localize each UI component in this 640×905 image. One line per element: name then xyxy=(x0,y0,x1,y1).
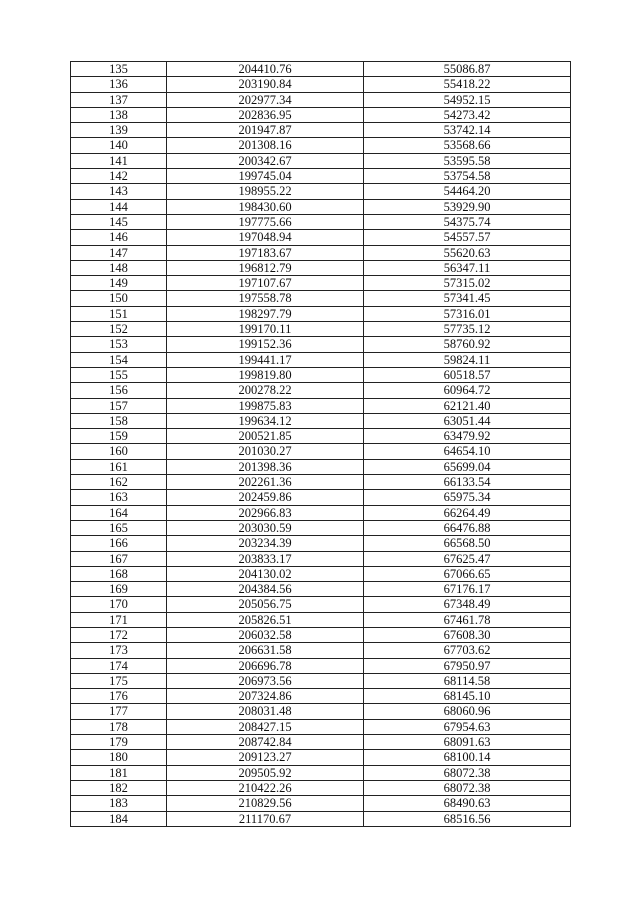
table-row xyxy=(71,398,571,413)
point-number-cell: 147 xyxy=(71,245,167,260)
y-coordinate-cell: 60518.57 xyxy=(364,367,571,382)
table-body xyxy=(71,62,571,827)
y-coordinate-cell: 56347.11 xyxy=(364,260,571,275)
y-coordinate-cell: 62121.40 xyxy=(364,398,571,413)
y-coordinate-cell: 53742.14 xyxy=(364,123,571,138)
point-number-cell: 135 xyxy=(71,62,167,77)
table-row xyxy=(71,735,571,750)
y-coordinate-cell: 54273.42 xyxy=(364,107,571,122)
point-number-cell: 152 xyxy=(71,322,167,337)
table-row xyxy=(71,551,571,566)
y-coordinate-cell: 54375.74 xyxy=(364,214,571,229)
table-row xyxy=(71,627,571,642)
table-row xyxy=(71,658,571,673)
point-number-cell: 149 xyxy=(71,276,167,291)
table-row xyxy=(71,245,571,260)
x-coordinate-cell: 202261.36 xyxy=(167,475,364,490)
x-coordinate-cell: 209123.27 xyxy=(167,750,364,765)
point-number-cell: 176 xyxy=(71,689,167,704)
point-number-cell: 136 xyxy=(71,77,167,92)
x-coordinate-cell: 201030.27 xyxy=(167,444,364,459)
y-coordinate-cell: 59824.11 xyxy=(364,352,571,367)
y-coordinate-cell: 53754.58 xyxy=(364,169,571,184)
y-coordinate-cell: 67954.63 xyxy=(364,719,571,734)
table-row xyxy=(71,673,571,688)
point-number-cell: 159 xyxy=(71,429,167,444)
x-coordinate-cell: 211170.67 xyxy=(167,811,364,826)
point-number-cell: 178 xyxy=(71,719,167,734)
x-coordinate-cell: 198430.60 xyxy=(167,199,364,214)
y-coordinate-cell: 58760.92 xyxy=(364,337,571,352)
point-number-cell: 162 xyxy=(71,475,167,490)
y-coordinate-cell: 57735.12 xyxy=(364,322,571,337)
point-number-cell: 148 xyxy=(71,260,167,275)
table-row xyxy=(71,566,571,581)
table-row xyxy=(71,153,571,168)
table-row xyxy=(71,490,571,505)
point-number-cell: 166 xyxy=(71,536,167,551)
x-coordinate-cell: 200521.85 xyxy=(167,429,364,444)
y-coordinate-cell: 66264.49 xyxy=(364,505,571,520)
point-number-cell: 171 xyxy=(71,612,167,627)
point-number-cell: 145 xyxy=(71,214,167,229)
y-coordinate-cell: 54464.20 xyxy=(364,184,571,199)
y-coordinate-cell: 63051.44 xyxy=(364,413,571,428)
y-coordinate-cell: 55418.22 xyxy=(364,77,571,92)
point-number-cell: 164 xyxy=(71,505,167,520)
x-coordinate-cell: 210829.56 xyxy=(167,796,364,811)
point-number-cell: 168 xyxy=(71,566,167,581)
point-number-cell: 170 xyxy=(71,597,167,612)
x-coordinate-cell: 201308.16 xyxy=(167,138,364,153)
point-number-cell: 141 xyxy=(71,153,167,168)
x-coordinate-cell: 202966.83 xyxy=(167,505,364,520)
table-row xyxy=(71,383,571,398)
x-coordinate-cell: 197107.67 xyxy=(167,276,364,291)
point-number-cell: 158 xyxy=(71,413,167,428)
y-coordinate-cell: 67461.78 xyxy=(364,612,571,627)
x-coordinate-cell: 199634.12 xyxy=(167,413,364,428)
point-number-cell: 142 xyxy=(71,169,167,184)
y-coordinate-cell: 67066.65 xyxy=(364,566,571,581)
table-row xyxy=(71,214,571,229)
x-coordinate-cell: 203833.17 xyxy=(167,551,364,566)
x-coordinate-cell: 204410.76 xyxy=(167,62,364,77)
table-row xyxy=(71,169,571,184)
y-coordinate-cell: 66476.88 xyxy=(364,520,571,535)
point-number-cell: 181 xyxy=(71,765,167,780)
x-coordinate-cell: 200278.22 xyxy=(167,383,364,398)
x-coordinate-cell: 201398.36 xyxy=(167,459,364,474)
table-row xyxy=(71,291,571,306)
x-coordinate-cell: 199745.04 xyxy=(167,169,364,184)
x-coordinate-cell: 198955.22 xyxy=(167,184,364,199)
table-row xyxy=(71,796,571,811)
table-row xyxy=(71,337,571,352)
table-row xyxy=(71,367,571,382)
table-row xyxy=(71,765,571,780)
table-row xyxy=(71,62,571,77)
table-row xyxy=(71,352,571,367)
y-coordinate-cell: 68145.10 xyxy=(364,689,571,704)
y-coordinate-cell: 68060.96 xyxy=(364,704,571,719)
y-coordinate-cell: 53929.90 xyxy=(364,199,571,214)
point-number-cell: 156 xyxy=(71,383,167,398)
y-coordinate-cell: 55620.63 xyxy=(364,245,571,260)
y-coordinate-cell: 68490.63 xyxy=(364,796,571,811)
table-row xyxy=(71,612,571,627)
x-coordinate-cell: 200342.67 xyxy=(167,153,364,168)
point-number-cell: 155 xyxy=(71,367,167,382)
x-coordinate-cell: 206032.58 xyxy=(167,627,364,642)
x-coordinate-cell: 197775.66 xyxy=(167,214,364,229)
y-coordinate-cell: 65699.04 xyxy=(364,459,571,474)
y-coordinate-cell: 68100.14 xyxy=(364,750,571,765)
x-coordinate-cell: 199152.36 xyxy=(167,337,364,352)
coordinate-table xyxy=(70,61,571,827)
x-coordinate-cell: 209505.92 xyxy=(167,765,364,780)
y-coordinate-cell: 54557.57 xyxy=(364,230,571,245)
point-number-cell: 172 xyxy=(71,627,167,642)
x-coordinate-cell: 206973.56 xyxy=(167,673,364,688)
point-number-cell: 146 xyxy=(71,230,167,245)
y-coordinate-cell: 57341.45 xyxy=(364,291,571,306)
x-coordinate-cell: 206631.58 xyxy=(167,643,364,658)
table-row xyxy=(71,123,571,138)
x-coordinate-cell: 208427.15 xyxy=(167,719,364,734)
y-coordinate-cell: 67348.49 xyxy=(364,597,571,612)
x-coordinate-cell: 197048.94 xyxy=(167,230,364,245)
table-row xyxy=(71,505,571,520)
table-row xyxy=(71,107,571,122)
y-coordinate-cell: 68091.63 xyxy=(364,735,571,750)
point-number-cell: 139 xyxy=(71,123,167,138)
y-coordinate-cell: 53595.58 xyxy=(364,153,571,168)
x-coordinate-cell: 202977.34 xyxy=(167,92,364,107)
y-coordinate-cell: 63479.92 xyxy=(364,429,571,444)
point-number-cell: 143 xyxy=(71,184,167,199)
table-row xyxy=(71,750,571,765)
x-coordinate-cell: 202459.86 xyxy=(167,490,364,505)
x-coordinate-cell: 198297.79 xyxy=(167,306,364,321)
x-coordinate-cell: 204130.02 xyxy=(167,566,364,581)
table-row xyxy=(71,322,571,337)
y-coordinate-cell: 67703.62 xyxy=(364,643,571,658)
table-row xyxy=(71,536,571,551)
x-coordinate-cell: 210422.26 xyxy=(167,780,364,795)
table-row xyxy=(71,230,571,245)
point-number-cell: 161 xyxy=(71,459,167,474)
point-number-cell: 153 xyxy=(71,337,167,352)
table-row xyxy=(71,704,571,719)
table-row xyxy=(71,597,571,612)
y-coordinate-cell: 60964.72 xyxy=(364,383,571,398)
y-coordinate-cell: 68072.38 xyxy=(364,780,571,795)
x-coordinate-cell: 199819.80 xyxy=(167,367,364,382)
table-row xyxy=(71,413,571,428)
point-number-cell: 160 xyxy=(71,444,167,459)
table-row xyxy=(71,138,571,153)
y-coordinate-cell: 66133.54 xyxy=(364,475,571,490)
table-row xyxy=(71,276,571,291)
y-coordinate-cell: 55086.87 xyxy=(364,62,571,77)
point-number-cell: 138 xyxy=(71,107,167,122)
y-coordinate-cell: 57316.01 xyxy=(364,306,571,321)
table-row xyxy=(71,306,571,321)
table-row xyxy=(71,475,571,490)
y-coordinate-cell: 65975.34 xyxy=(364,490,571,505)
point-number-cell: 177 xyxy=(71,704,167,719)
y-coordinate-cell: 67176.17 xyxy=(364,582,571,597)
point-number-cell: 140 xyxy=(71,138,167,153)
y-coordinate-cell: 68516.56 xyxy=(364,811,571,826)
x-coordinate-cell: 199441.17 xyxy=(167,352,364,367)
y-coordinate-cell: 64654.10 xyxy=(364,444,571,459)
x-coordinate-cell: 206696.78 xyxy=(167,658,364,673)
table-row xyxy=(71,520,571,535)
x-coordinate-cell: 202836.95 xyxy=(167,107,364,122)
x-coordinate-cell: 208031.48 xyxy=(167,704,364,719)
y-coordinate-cell: 67625.47 xyxy=(364,551,571,566)
table-row xyxy=(71,643,571,658)
point-number-cell: 180 xyxy=(71,750,167,765)
point-number-cell: 144 xyxy=(71,199,167,214)
x-coordinate-cell: 197183.67 xyxy=(167,245,364,260)
table-row xyxy=(71,444,571,459)
point-number-cell: 169 xyxy=(71,582,167,597)
point-number-cell: 167 xyxy=(71,551,167,566)
table-row xyxy=(71,429,571,444)
table-row xyxy=(71,199,571,214)
point-number-cell: 157 xyxy=(71,398,167,413)
y-coordinate-cell: 54952.15 xyxy=(364,92,571,107)
x-coordinate-cell: 204384.56 xyxy=(167,582,364,597)
table-row xyxy=(71,811,571,826)
table-row xyxy=(71,260,571,275)
y-coordinate-cell: 66568.50 xyxy=(364,536,571,551)
x-coordinate-cell: 201947.87 xyxy=(167,123,364,138)
table-row xyxy=(71,459,571,474)
table-row xyxy=(71,689,571,704)
y-coordinate-cell: 67608.30 xyxy=(364,627,571,642)
table-row xyxy=(71,77,571,92)
point-number-cell: 165 xyxy=(71,520,167,535)
point-number-cell: 150 xyxy=(71,291,167,306)
y-coordinate-cell: 57315.02 xyxy=(364,276,571,291)
x-coordinate-cell: 208742.84 xyxy=(167,735,364,750)
y-coordinate-cell: 68072.38 xyxy=(364,765,571,780)
x-coordinate-cell: 203190.84 xyxy=(167,77,364,92)
x-coordinate-cell: 199170.11 xyxy=(167,322,364,337)
point-number-cell: 179 xyxy=(71,735,167,750)
x-coordinate-cell: 203234.39 xyxy=(167,536,364,551)
point-number-cell: 183 xyxy=(71,796,167,811)
point-number-cell: 163 xyxy=(71,490,167,505)
table-row xyxy=(71,92,571,107)
table-row xyxy=(71,780,571,795)
point-number-cell: 137 xyxy=(71,92,167,107)
point-number-cell: 151 xyxy=(71,306,167,321)
table-row xyxy=(71,582,571,597)
x-coordinate-cell: 205826.51 xyxy=(167,612,364,627)
point-number-cell: 173 xyxy=(71,643,167,658)
y-coordinate-cell: 68114.58 xyxy=(364,673,571,688)
x-coordinate-cell: 197558.78 xyxy=(167,291,364,306)
x-coordinate-cell: 203030.59 xyxy=(167,520,364,535)
y-coordinate-cell: 53568.66 xyxy=(364,138,571,153)
point-number-cell: 175 xyxy=(71,673,167,688)
x-coordinate-cell: 205056.75 xyxy=(167,597,364,612)
y-coordinate-cell: 67950.97 xyxy=(364,658,571,673)
point-number-cell: 174 xyxy=(71,658,167,673)
point-number-cell: 154 xyxy=(71,352,167,367)
table-row xyxy=(71,719,571,734)
point-number-cell: 182 xyxy=(71,780,167,795)
x-coordinate-cell: 196812.79 xyxy=(167,260,364,275)
x-coordinate-cell: 207324.86 xyxy=(167,689,364,704)
table-row xyxy=(71,184,571,199)
x-coordinate-cell: 199875.83 xyxy=(167,398,364,413)
point-number-cell: 184 xyxy=(71,811,167,826)
